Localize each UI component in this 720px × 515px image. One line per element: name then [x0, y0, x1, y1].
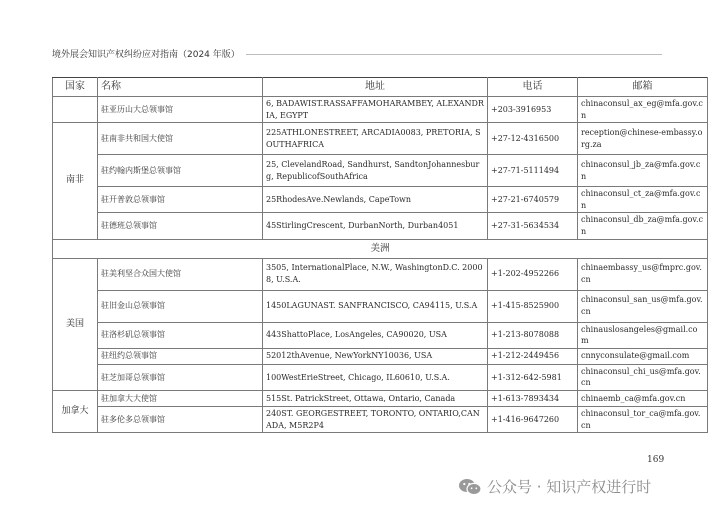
- column-header-name: 名称: [98, 78, 263, 97]
- table-row: [53, 322, 708, 348]
- address-cell: 25, ClevelandRoad, Sandhurst, SandtonJohannesburg, RepublicofSouthAfrica: [263, 155, 488, 187]
- address-cell: 100WestErieStreet, Chicago, IL60610, U.S.A.: [263, 364, 488, 390]
- consulate-name: 驻开普敦总领事馆: [98, 187, 263, 213]
- consulate-name: 驻亚历山大总领事馆: [98, 97, 263, 123]
- column-header-country: 国家: [53, 78, 98, 97]
- email-cell: chinaconsul_ax_eg@mfa.gov.cn: [578, 97, 708, 123]
- region-label: 美洲: [53, 239, 708, 258]
- consulate-name: 驻南非共和国大使馆: [98, 123, 263, 155]
- table-row: [53, 97, 708, 123]
- consulate-name: 驻加拿大大使馆: [98, 390, 263, 406]
- address-cell: 25RhodesAve.Newlands, CapeTown: [263, 187, 488, 213]
- phone-cell: +27-21-6740579: [488, 187, 578, 213]
- header-rule: [246, 54, 662, 55]
- phone-cell: +27-71-5111494: [488, 155, 578, 187]
- email-cell: chinaconsul_jb_za@mfa.gov.cn: [578, 155, 708, 187]
- address-cell: 240ST. GEORGESTREET, TORONTO, ONTARIO,CANADA, M5R2P4: [263, 406, 488, 432]
- address-cell: 3505, InternationalPlace, N.W., WashingtonD.C. 20008, U.S.A.: [263, 258, 488, 290]
- address-cell: 443ShattoPlace, LosAngeles, CA90020, USA: [263, 322, 488, 348]
- address-cell: 45StirlingCrescent, DurbanNorth, Durban4051: [263, 213, 488, 239]
- email-cell: chinaconsul_ct_za@mfa.gov.cn: [578, 187, 708, 213]
- consulate-name: 驻多伦多总领事馆: [98, 406, 263, 432]
- email-cell: chinaembassy_us@fmprc.gov.cn: [578, 258, 708, 290]
- wechat-icon: [458, 478, 482, 496]
- consulate-name: 驻美利坚合众国大使馆: [98, 258, 263, 290]
- consulate-name: 驻旧金山总领事馆: [98, 290, 263, 322]
- phone-cell: +1-312-642-5981: [488, 364, 578, 390]
- table-row: [53, 290, 708, 322]
- document-header: 境外展会知识产权纠纷应对指南（2024 年版）: [52, 50, 240, 60]
- address-cell: 515St. PatrickStreet, Ottawa, Ontario, Canada: [263, 390, 488, 406]
- region-row: [53, 239, 708, 258]
- email-cell: chinaconsul_tor_ca@mfa.gov.cn: [578, 406, 708, 432]
- phone-cell: +1-415-8525900: [488, 290, 578, 322]
- watermark: [458, 476, 651, 497]
- country-cell: [53, 97, 98, 123]
- phone-cell: +1-212-2449456: [488, 348, 578, 364]
- table-header-row: [53, 78, 708, 97]
- column-header-phone: 电话: [488, 78, 578, 97]
- email-cell: chinaemb_ca@mfa.gov.cn: [578, 390, 708, 406]
- phone-cell: +27-31-5634534: [488, 213, 578, 239]
- email-cell: reception@chinese-embassy.org.za: [578, 123, 708, 155]
- email-cell: cnnyconsulate@gmail.com: [578, 348, 708, 364]
- phone-cell: +203-3916953: [488, 97, 578, 123]
- table-row: [53, 258, 708, 290]
- address-cell: 6, BADAWIST.RASSAFFAMOHARAMBEY, ALEXANDRIA, EGYPT: [263, 97, 488, 123]
- email-cell: chinaconsul_chi_us@mfa.gov.cn: [578, 364, 708, 390]
- consulate-name: 驻约翰内斯堡总领事馆: [98, 155, 263, 187]
- phone-cell: +27-12-4316500: [488, 123, 578, 155]
- country-cell: 美国: [53, 258, 98, 390]
- address-cell: 1450LAGUNAST. SANFRANCISCO, CA94115, U.S.A: [263, 290, 488, 322]
- table-row: [53, 348, 708, 364]
- phone-cell: +1-613-7893434: [488, 390, 578, 406]
- table-row: [53, 213, 708, 239]
- table-row: [53, 406, 708, 432]
- phone-cell: +1-213-8078088: [488, 322, 578, 348]
- table-body: [53, 97, 708, 433]
- consulate-name: 驻芝加哥总领事馆: [98, 364, 263, 390]
- table-row: [53, 364, 708, 390]
- table-row: [53, 155, 708, 187]
- page-number: 169: [647, 455, 665, 465]
- country-cell: 加拿大: [53, 390, 98, 432]
- consulate-name: 驻纽约总领事馆: [98, 348, 263, 364]
- column-header-email: 邮箱: [578, 78, 708, 97]
- table-row: [53, 390, 708, 406]
- email-cell: chinaconsul_san_us@mfa.gov.cn: [578, 290, 708, 322]
- consulate-name: 驻德班总领事馆: [98, 213, 263, 239]
- country-cell: 南非: [53, 123, 98, 239]
- address-cell: 225ATHLONESTREET, ARCADIA0083, PRETORIA, SOUTHAFRICA: [263, 123, 488, 155]
- table-row: [53, 123, 708, 155]
- consulate-name: 驻洛杉矶总领事馆: [98, 322, 263, 348]
- phone-cell: +1-416-9647260: [488, 406, 578, 432]
- consulate-contacts-table: [52, 77, 708, 433]
- column-header-address: 地址: [263, 78, 488, 97]
- email-cell: chinaconsul_db_za@mfa.gov.cn: [578, 213, 708, 239]
- email-cell: chinauslosangeles@gmail.com: [578, 322, 708, 348]
- phone-cell: +1-202-4952266: [488, 258, 578, 290]
- table-row: [53, 187, 708, 213]
- watermark-text: 公众号 · 知识产权进行时: [487, 478, 652, 496]
- address-cell: 52012thAvenue, NewYorkNY10036, USA: [263, 348, 488, 364]
